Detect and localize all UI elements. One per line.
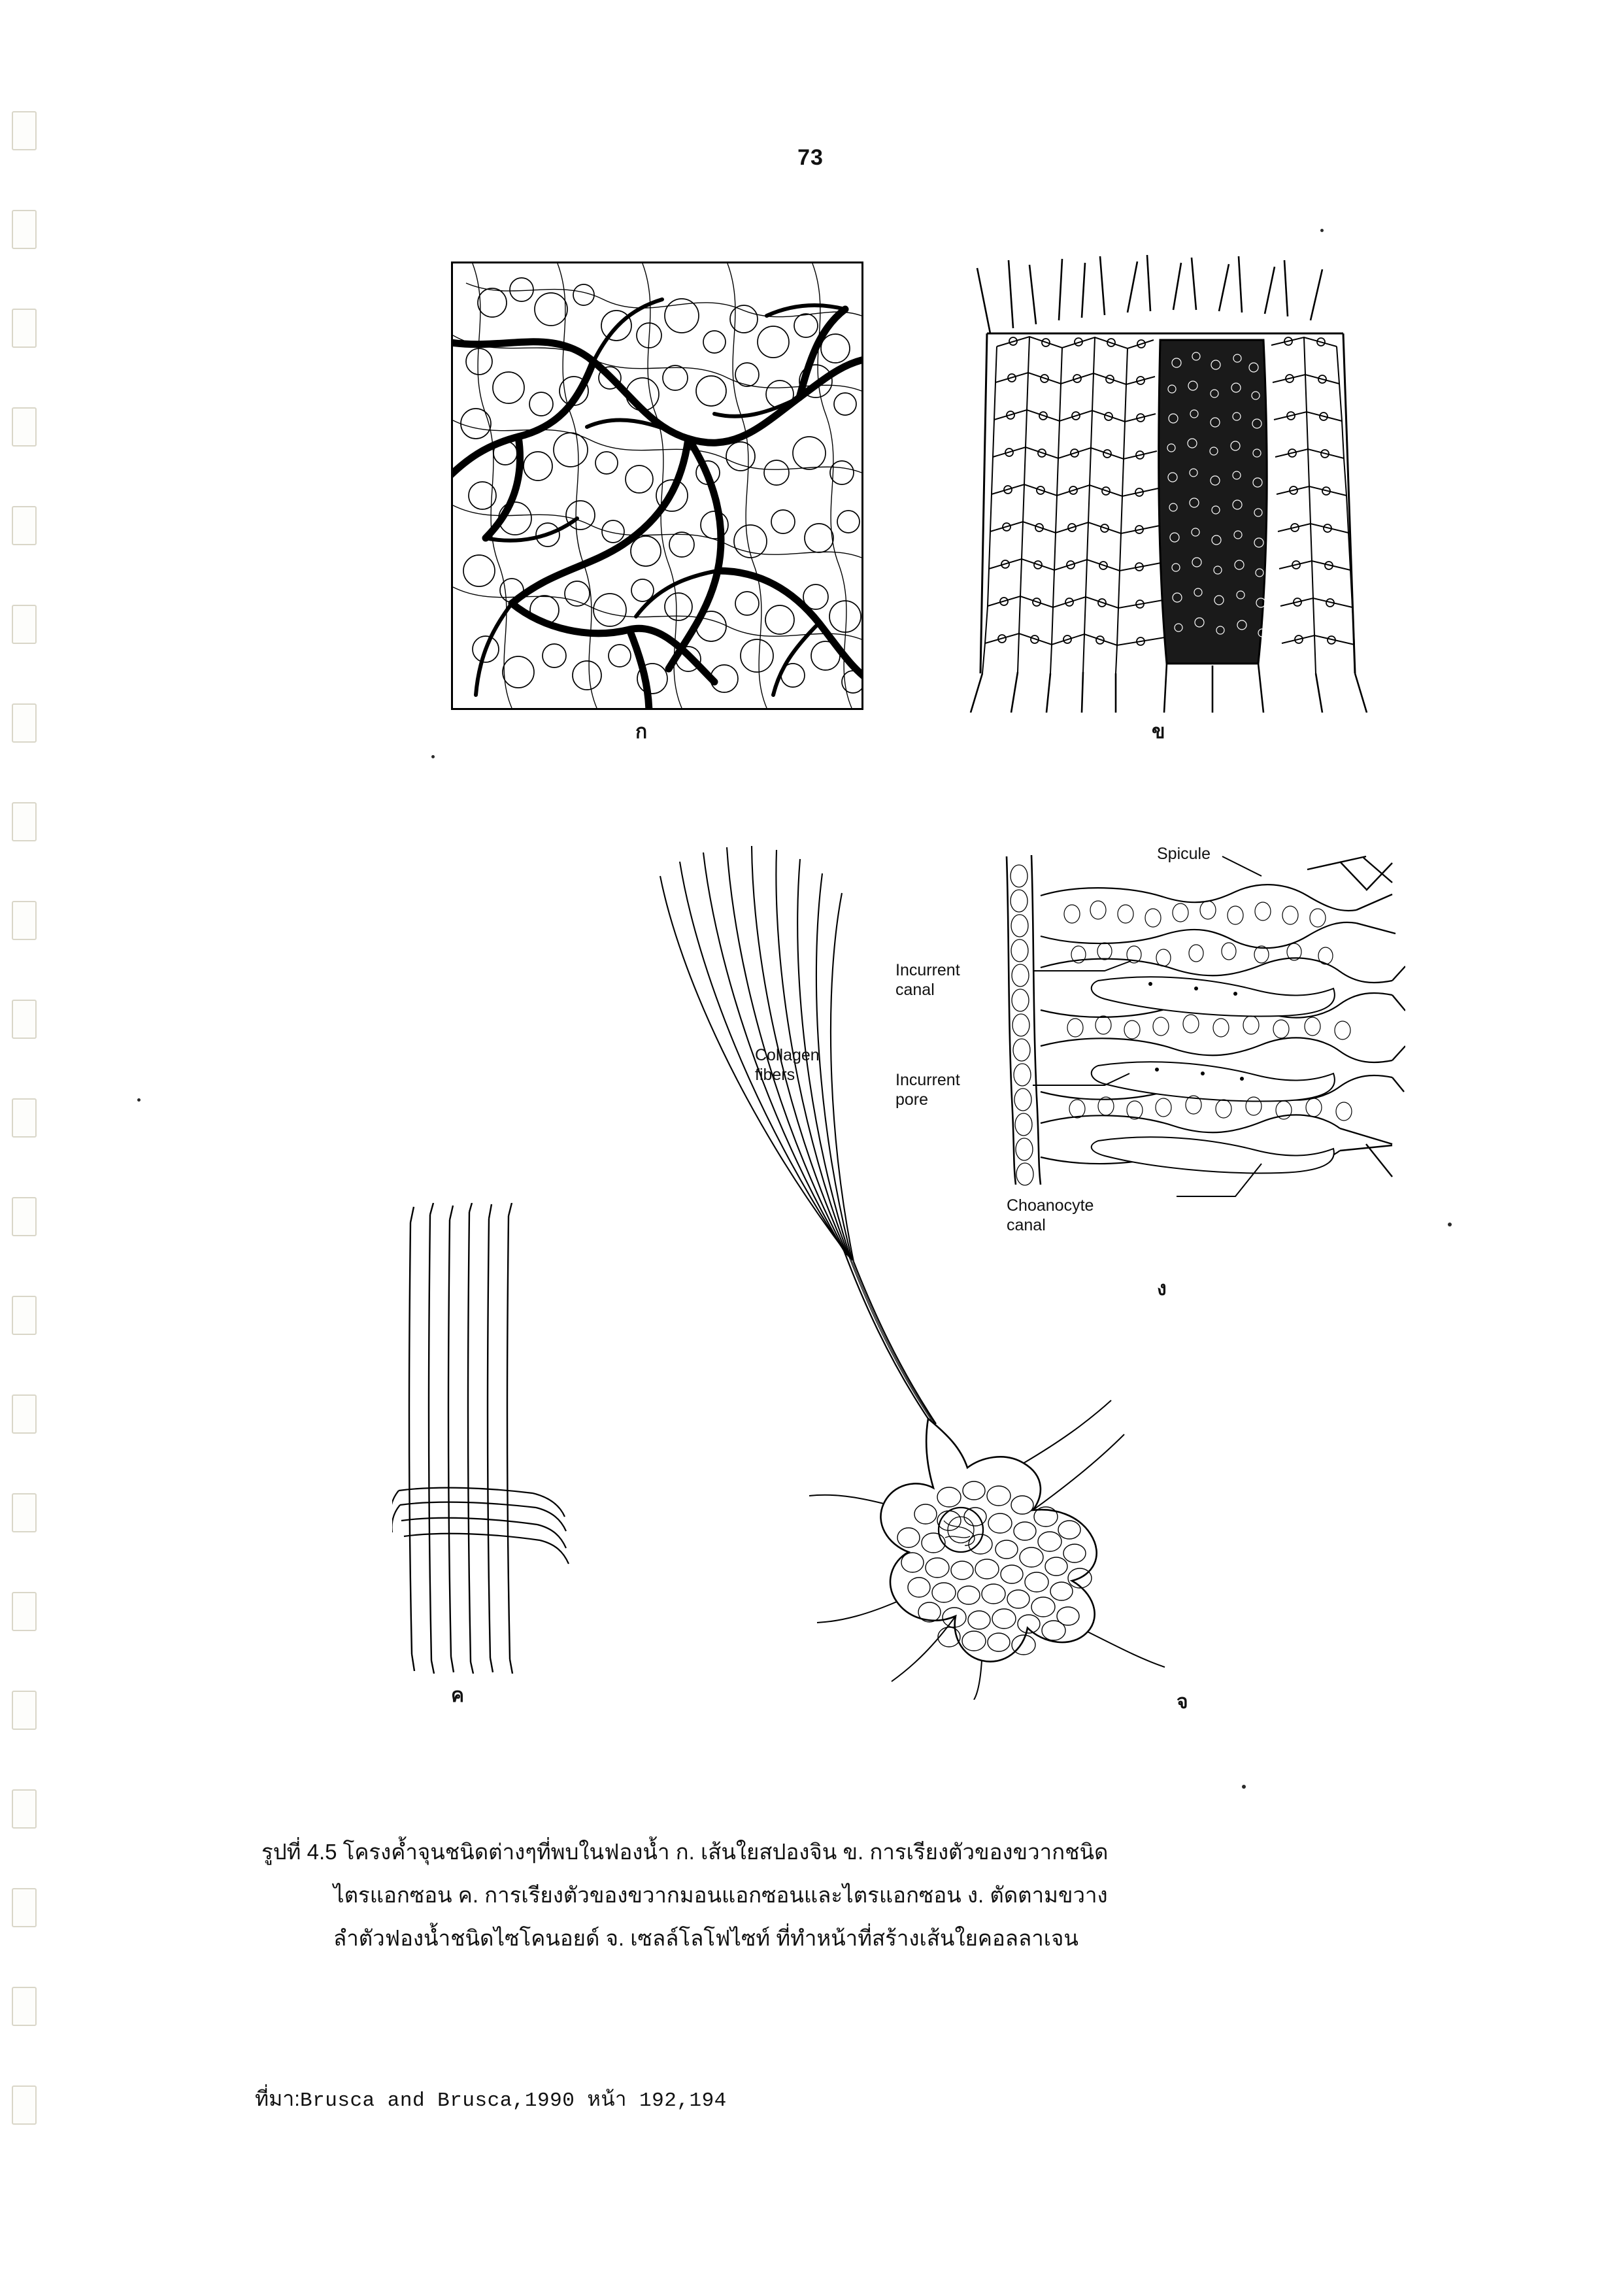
punch-hole bbox=[12, 1394, 37, 1434]
source-text: Brusca and Brusca,1990 หน้า 192,194 bbox=[300, 2089, 727, 2112]
caption-line-3: ลำตัวฟองน้ำชนิดไซโคนอยด์ จ. เซลล์โลโฟไซท์ ที่ทำหน้าที่สร้างเส้นใยคอลลาเจน bbox=[333, 1926, 1078, 1950]
punch-hole bbox=[12, 1296, 37, 1335]
punch-hole bbox=[12, 1197, 37, 1236]
scan-speck bbox=[431, 755, 435, 758]
annotation-spicule: Spicule bbox=[1157, 845, 1211, 863]
punch-hole bbox=[12, 111, 37, 150]
punch-hole bbox=[12, 309, 37, 348]
scan-speck bbox=[1448, 1223, 1452, 1226]
figure-panel-label-c: ค bbox=[451, 1685, 465, 1706]
caption-line-2: ไตรแอกซอน ค. การเรียงตัวของขวากมอนแอกซอนและไตรแอกซอน ง. ตัดตามขวาง bbox=[333, 1883, 1108, 1907]
punch-hole bbox=[12, 1987, 37, 2026]
punch-hole bbox=[12, 2085, 37, 2125]
punch-hole bbox=[12, 1493, 37, 1532]
figure-panel-c-image bbox=[392, 1203, 608, 1674]
punch-hole bbox=[12, 605, 37, 644]
punch-hole bbox=[12, 703, 37, 743]
figure-panel-label-b: ข bbox=[1152, 721, 1165, 743]
figure-panel-label-d: ง bbox=[1157, 1278, 1167, 1300]
punch-hole bbox=[12, 210, 37, 249]
scan-speck bbox=[1242, 1785, 1246, 1789]
punch-hole bbox=[12, 1000, 37, 1039]
punch-hole bbox=[12, 1888, 37, 1927]
figure-panel-a-image bbox=[451, 262, 863, 710]
punch-hole bbox=[12, 1592, 37, 1631]
scan-speck bbox=[1320, 229, 1324, 232]
punch-hole-strip bbox=[12, 111, 43, 2190]
punch-hole bbox=[12, 506, 37, 545]
annotation-incurrent-pore: Incurrent pore bbox=[895, 1071, 960, 1109]
punch-hole bbox=[12, 407, 37, 447]
figure-source bbox=[255, 2082, 1431, 2116]
annotation-collagen-fibers: Collagen fibers bbox=[755, 1046, 820, 1084]
punch-hole bbox=[12, 1789, 37, 1829]
figure-panel-label-e: จ bbox=[1177, 1691, 1188, 1713]
punch-hole bbox=[12, 1098, 37, 1138]
figure-panel-b-image bbox=[951, 255, 1382, 713]
scan-speck bbox=[137, 1098, 141, 1102]
caption-line-1: รูปที่ 4.5 โครงค้ำจุนชนิดต่างๆที่พบในฟองน้ำ ก. เส้นใยสปองจิน ข. การเรียงตัวของขวากชนิด bbox=[261, 1840, 1109, 1864]
figure-caption bbox=[261, 1831, 1412, 1960]
punch-hole bbox=[12, 901, 37, 940]
source-prefix: ที่มา: bbox=[255, 2087, 301, 2110]
punch-hole bbox=[12, 1691, 37, 1730]
figure-panel-e-image bbox=[654, 843, 1177, 1700]
annotation-incurrent-canal: Incurrent canal bbox=[895, 961, 960, 999]
punch-hole bbox=[12, 802, 37, 841]
annotation-choanocyte-canal: Choanocyte canal bbox=[1007, 1196, 1094, 1234]
figure-panel-label-a: ก bbox=[635, 721, 648, 743]
page-number: 73 bbox=[797, 145, 824, 170]
